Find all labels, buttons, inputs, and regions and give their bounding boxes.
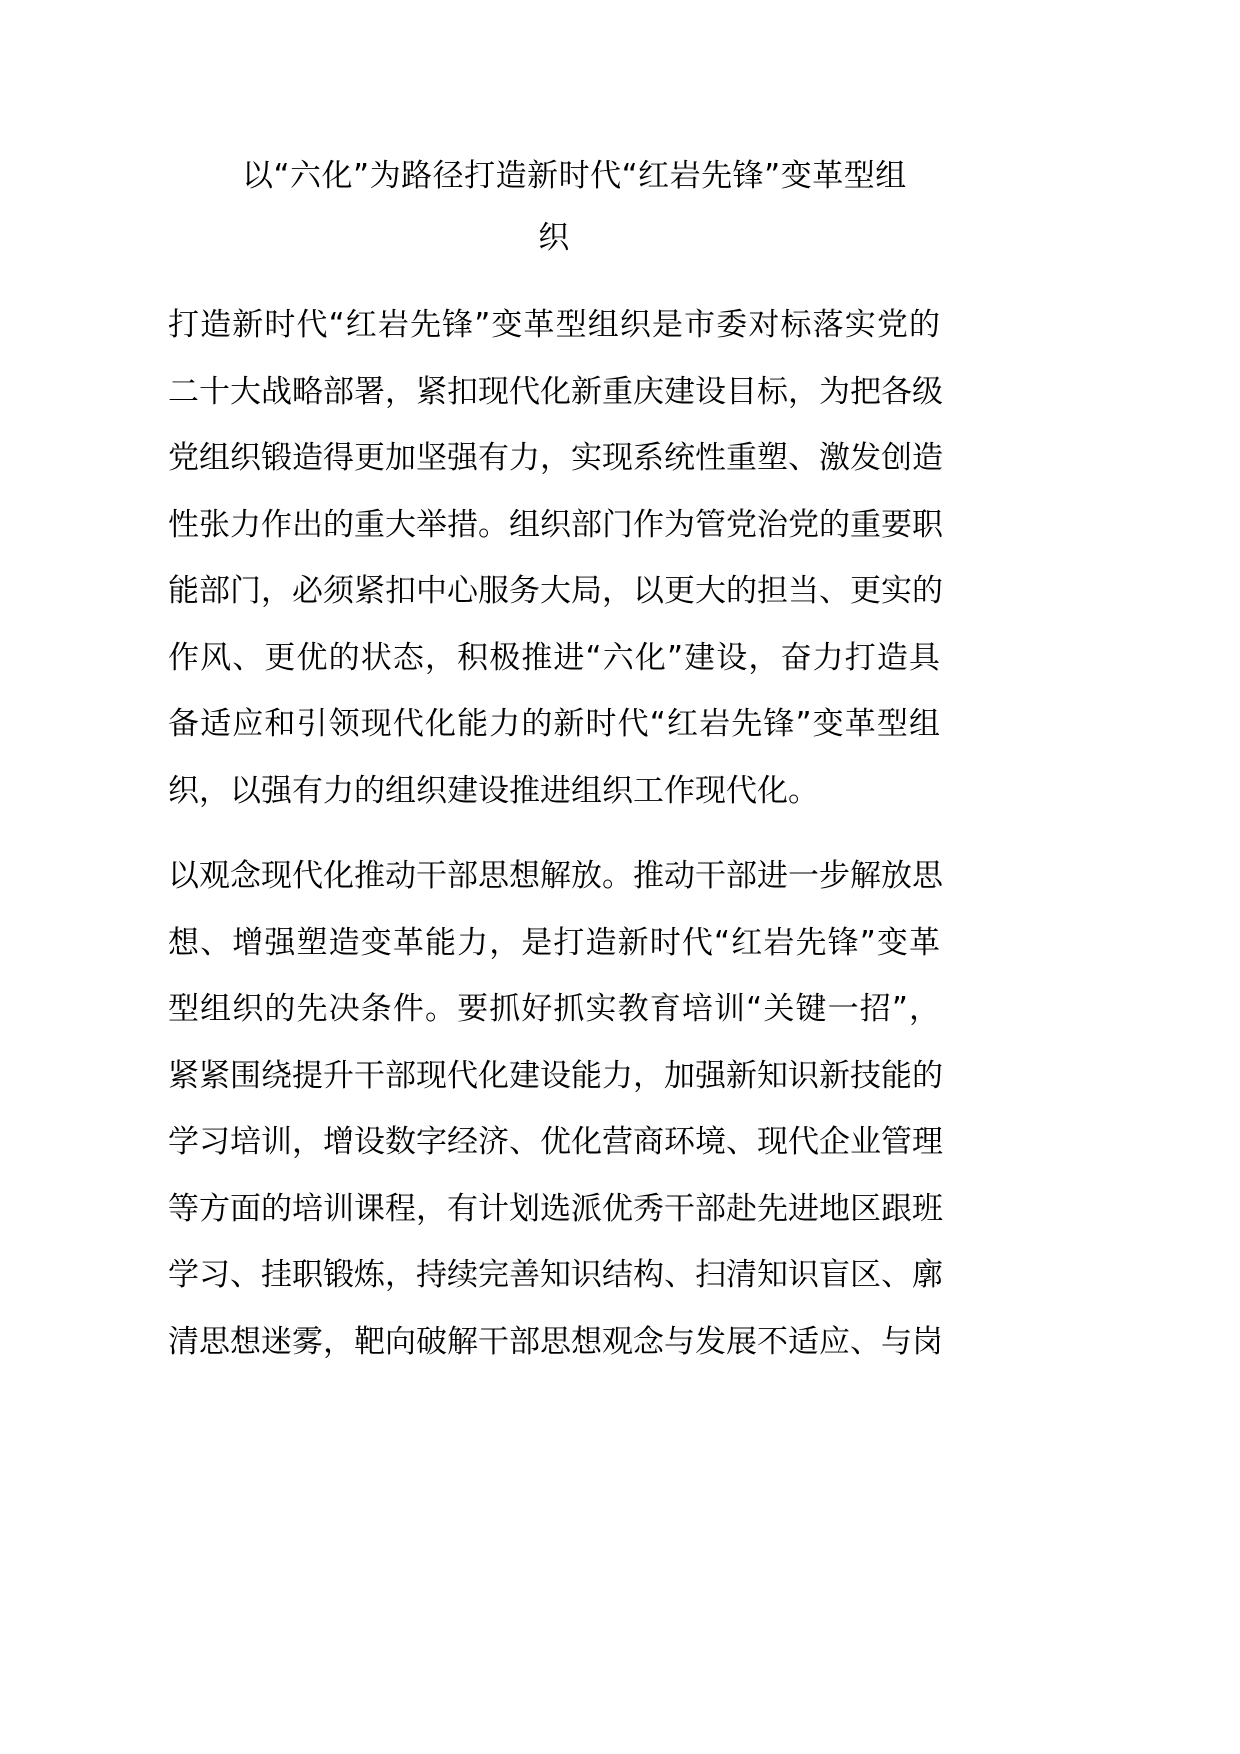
title-line: 以“六化”为路径打造新时代“红岩先锋”变革型组 xyxy=(242,158,907,194)
paragraph-line: 等方面的培训课程，有计划选派优秀干部赴先进地区跟班 xyxy=(168,1190,943,1227)
paragraph-line: 织，以强有力的组织建设推进组织工作现代化。 xyxy=(168,772,819,809)
document-title xyxy=(168,145,940,269)
paragraph-line: 二十大战略部署，紧扣现代化新重庆建设目标，为把各级 xyxy=(168,373,943,410)
title-line: 织 xyxy=(538,220,570,256)
paragraph-line: 以观念现代化推动干部思想解放。推动干部进一步解放思 xyxy=(168,858,943,894)
paragraph-2 xyxy=(168,843,943,1375)
paragraph-line: 备适应和引领现代化能力的新时代“红岩先锋”变革型组 xyxy=(168,706,940,742)
paragraph-line: 紧紧围绕提升干部现代化建设能力，加强新知识新技能的 xyxy=(168,1057,943,1094)
paragraph-line: 学习培训，增设数字经济、优化营商环境、现代企业管理 xyxy=(168,1124,943,1160)
paragraph-line: 性张力作出的重大举措。组织部门作为管党治党的重要职 xyxy=(168,506,943,543)
paragraph-1 xyxy=(168,292,943,824)
paragraph-line: 学习、挂职锻炼，持续完善知识结构、扫清知识盲区、廓 xyxy=(168,1257,943,1293)
paragraph-line: 打造新时代“红岩先锋”变革型组织是市委对标落实党的 xyxy=(168,307,940,343)
paragraph-line: 清思想迷雾，靶向破解干部思想观念与发展不适应、与岗 xyxy=(168,1323,943,1360)
paragraph-line: 能部门，必须紧扣中心服务大局，以更大的担当、更实的 xyxy=(168,573,943,609)
paragraph-line: 党组织锻造得更加坚强有力，实现系统性重塑、激发创造 xyxy=(168,440,943,476)
paragraph-line: 作风、更优的状态，积极推进“六化”建设，奋力打造具 xyxy=(168,639,940,676)
paragraph-line: 想、增强塑造变革能力，是打造新时代“红岩先锋”变革 xyxy=(168,924,940,961)
paragraph-line: 型组织的先决条件。要抓好抓实教育培训“关键一招”， xyxy=(168,991,940,1027)
